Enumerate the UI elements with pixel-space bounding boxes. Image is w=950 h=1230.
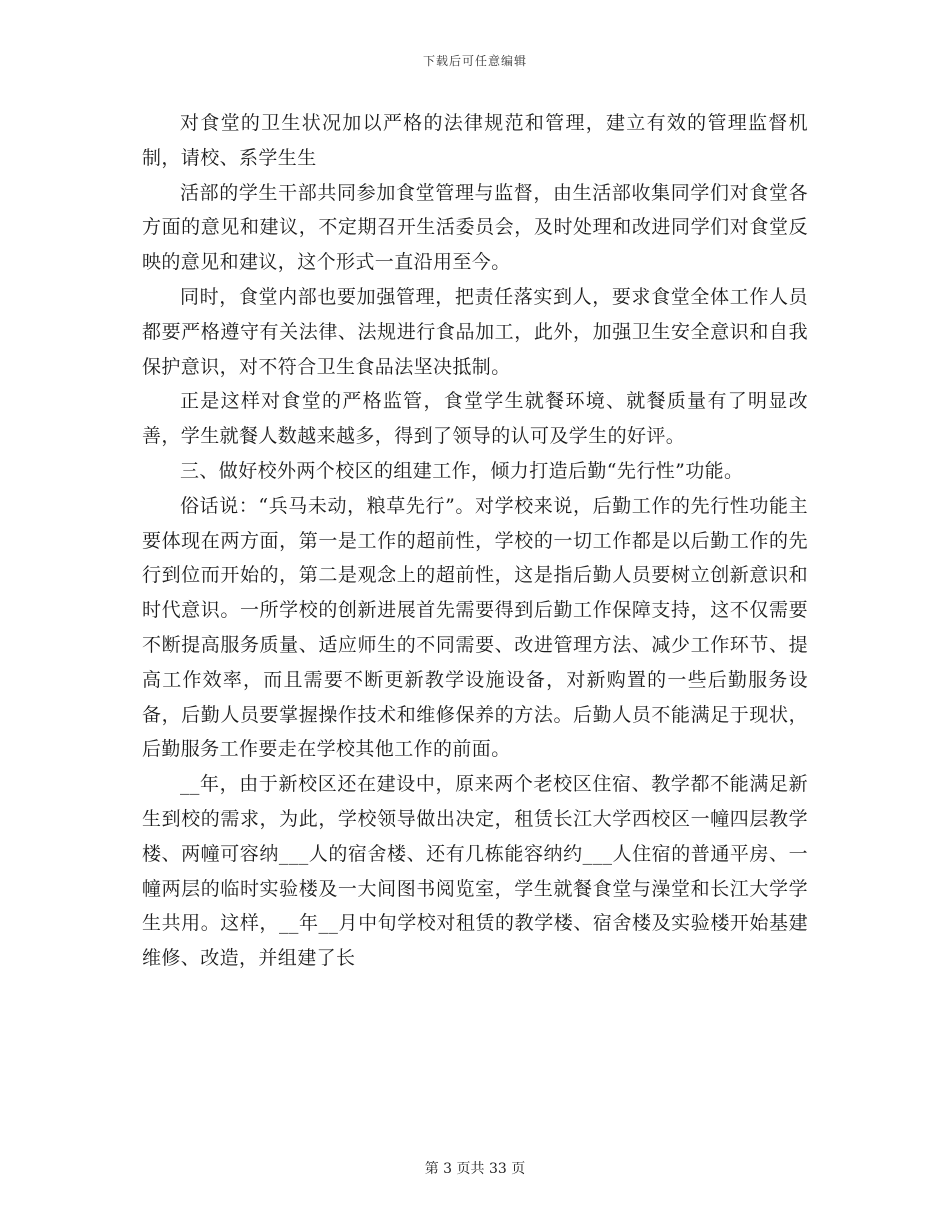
paragraph-7: __年，由于新校区还在建设中，原来两个老校区住宿、教学都不能满足新生到校的需求，为此，学校领导做出决定，租赁长江大学西校区一幢四层教学楼、两幢可容纳___人的宿舍楼、还有几栋能容纳约___人住宿的普通平房、一幢两层的临时实验楼及一大间图书阅览室，学生就餐食堂与澡堂和长江大学学生共用。这样，__年__月中旬学校对租赁的教学楼、宿舍楼及实验楼开始基建维修、改造，并组建了长 bbox=[142, 773, 808, 970]
paragraph-5: 三、做好校外两个校区的组建工作，倾力打造后勤“先行性”功能。 bbox=[180, 459, 744, 482]
paragraph-4: 正是这样对食堂的严格监管，食堂学生就餐环境、就餐质量有了明显改善，学生就餐人数越来越多，得到了领导的认可及学生的好评。 bbox=[142, 390, 808, 448]
page-footer: 第 3 页共 33 页 bbox=[424, 1161, 526, 1177]
page-header: 下载后可任意编辑 bbox=[422, 54, 527, 68]
paragraph-2: 活部的学生干部共同参加食堂管理与监督，由生活部收集同学们对食堂各方面的意见和建议，不定期召开生活委员会，及时处理和改进同学们对食堂反映的意见和建议，这个形式一直沿用至今。 bbox=[142, 181, 808, 274]
document-body bbox=[142, 106, 808, 976]
paragraph-3: 同时，食堂内部也要加强管理，把责任落实到人，要求食堂全体工作人员都要严格遵守有关法律、法规进行食品加工，此外，加强卫生安全意识和自我保护意识，对不符合卫生食品法坚决抵制。 bbox=[142, 285, 808, 378]
paragraph-6: 俗话说：“兵马未动，粮草先行”。对学校来说，后勤工作的先行性功能主要体现在两方面，第一是工作的超前性，学校的一切工作都是以后勤工作的先行到位而开始的，第二是观念上的超前性，这是指后勤人员要树立创新意识和时代意识。一所学校的创新进展首先需要得到后勤工作保障支持，这不仅需要不断提高服务质量、适应师生的不同需要、改进管理方法、减少工作环节、提高工作效率，而且需要不断更新教学设施设备，对新购置的一些后勤服务设备，后勤人员要掌握操作技术和维修保养的方法。后勤人员不能满足于现状，后勤服务工作要走在学校其他工作的前面。 bbox=[142, 494, 808, 761]
paragraph-1: 对食堂的卫生状况加以严格的法律规范和管理，建立有效的管理监督机制，请校、系学生生 bbox=[142, 112, 808, 169]
